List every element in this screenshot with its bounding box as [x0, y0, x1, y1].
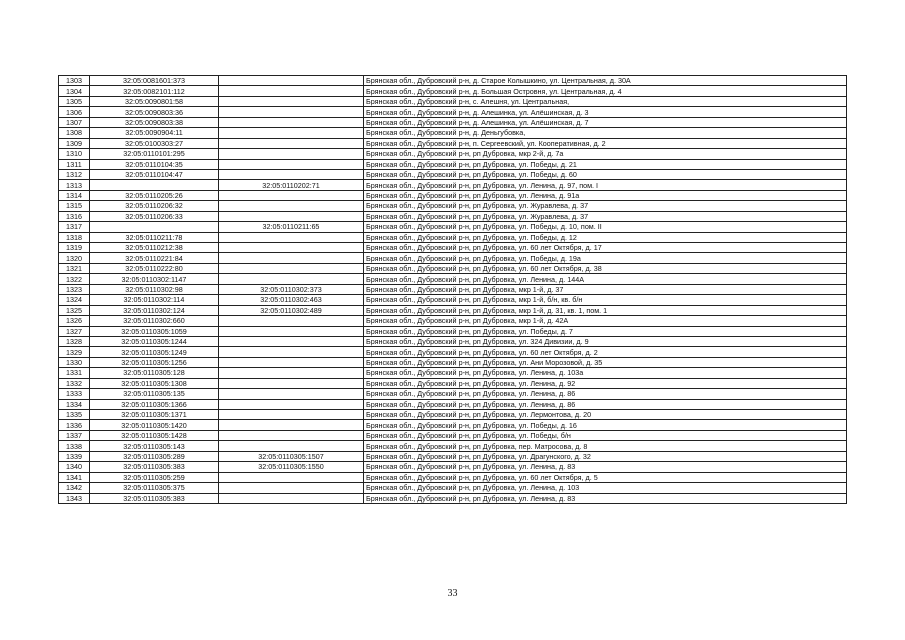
row-number-cell: 1326	[59, 316, 90, 326]
address-cell: Брянская обл., Дубровский р-н, рп Дубровка, ул. Ленина, д. 103а	[364, 368, 847, 378]
address-cell: Брянская обл., Дубровский р-н, рп Дубровка, мкр 1-й, д. 42А	[364, 316, 847, 326]
address-cell: Брянская обл., Дубровский р-н, рп Дубровка, ул. 324 Дивизии, д. 9	[364, 336, 847, 346]
row-number-cell: 1342	[59, 483, 90, 493]
row-number-cell: 1304	[59, 86, 90, 96]
address-cell: Брянская обл., Дубровский р-н, рп Дубровка, ул. Лермонтова, д. 20	[364, 410, 847, 420]
row-number-cell: 1317	[59, 222, 90, 232]
table-row	[59, 368, 847, 378]
cadastral-number-cell: 32:05:0090904:11	[90, 128, 219, 138]
address-cell: Брянская обл., Дубровский р-н, рп Дубровка, ул. Ленина, д. 91а	[364, 190, 847, 200]
object-cadastral-number-cell	[219, 368, 364, 378]
cadastral-number-cell: 32:05:0110302:114	[90, 295, 219, 305]
object-cadastral-number-cell	[219, 159, 364, 169]
cadastral-number-cell: 32:05:0110302:124	[90, 305, 219, 315]
object-cadastral-number-cell	[219, 378, 364, 388]
address-cell: Брянская обл., Дубровский р-н, рп Дубровка, ул. Ленина, д. 83	[364, 493, 847, 503]
table-row	[59, 389, 847, 399]
row-number-cell: 1336	[59, 420, 90, 430]
row-number-cell: 1330	[59, 357, 90, 367]
row-number-cell: 1331	[59, 368, 90, 378]
table-row	[59, 336, 847, 346]
row-number-cell: 1316	[59, 211, 90, 221]
address-cell: Брянская обл., Дубровский р-н, д. Алешинка, ул. Алёшинская, д. 7	[364, 117, 847, 127]
table-row	[59, 86, 847, 96]
table-row	[59, 410, 847, 420]
address-cell: Брянская обл., Дубровский р-н, рп Дубровка, ул. Ани Морозовой, д. 35	[364, 357, 847, 367]
table-row	[59, 462, 847, 472]
object-cadastral-number-cell	[219, 483, 364, 493]
row-number-cell: 1328	[59, 336, 90, 346]
table-row	[59, 149, 847, 159]
object-cadastral-number-cell	[219, 138, 364, 148]
object-cadastral-number-cell	[219, 86, 364, 96]
address-cell: Брянская обл., Дубровский р-н, рп Дубровка, ул. Драгунского, д. 32	[364, 451, 847, 461]
object-cadastral-number-cell	[219, 357, 364, 367]
object-cadastral-number-cell	[219, 117, 364, 127]
address-cell: Брянская обл., Дубровский р-н, рп Дубровка, ул. Победы, д. 21	[364, 159, 847, 169]
row-number-cell: 1322	[59, 274, 90, 284]
object-cadastral-number-cell	[219, 399, 364, 409]
table-row	[59, 201, 847, 211]
object-cadastral-number-cell	[219, 76, 364, 86]
cadastral-number-cell: 32:05:0110104:35	[90, 159, 219, 169]
address-cell: Брянская обл., Дубровский р-н, рп Дубровка, ул. Победы, д. 60	[364, 169, 847, 179]
address-cell: Брянская обл., Дубровский р-н, д. Алешинка, ул. Алёшинская, д. 3	[364, 107, 847, 117]
address-cell: Брянская обл., Дубровский р-н, рп Дубровка, ул. 60 лет Октября, д. 17	[364, 243, 847, 253]
object-cadastral-number-cell	[219, 128, 364, 138]
address-cell: Брянская обл., Дубровский р-н, д. Старое Колышкино, ул. Центральная, д. 30А	[364, 76, 847, 86]
row-number-cell: 1334	[59, 399, 90, 409]
cadastral-number-cell: 32:05:0110305:259	[90, 472, 219, 482]
table-row	[59, 430, 847, 440]
address-cell: Брянская обл., Дубровский р-н, рп Дубровка, ул. Журавлева, д. 37	[364, 201, 847, 211]
object-cadastral-number-cell	[219, 493, 364, 503]
row-number-cell: 1335	[59, 410, 90, 420]
table-row	[59, 253, 847, 263]
object-cadastral-number-cell	[219, 190, 364, 200]
table-row	[59, 96, 847, 106]
object-cadastral-number-cell	[219, 274, 364, 284]
address-cell: Брянская обл., Дубровский р-н, рп Дубровка, ул. 60 лет Октября, д. 2	[364, 347, 847, 357]
object-cadastral-number-cell	[219, 107, 364, 117]
row-number-cell: 1325	[59, 305, 90, 315]
cadastral-number-cell: 32:05:0110302:1147	[90, 274, 219, 284]
row-number-cell: 1343	[59, 493, 90, 503]
row-number-cell: 1308	[59, 128, 90, 138]
cadastral-number-cell: 32:05:0110305:1308	[90, 378, 219, 388]
object-cadastral-number-cell	[219, 430, 364, 440]
object-cadastral-number-cell	[219, 211, 364, 221]
row-number-cell: 1320	[59, 253, 90, 263]
row-number-cell: 1339	[59, 451, 90, 461]
cadastral-number-cell: 32:05:0110305:135	[90, 389, 219, 399]
row-number-cell: 1341	[59, 472, 90, 482]
cadastral-number-cell: 32:05:0110305:383	[90, 493, 219, 503]
object-cadastral-number-cell	[219, 201, 364, 211]
cadastral-number-cell: 32:05:0110221:84	[90, 253, 219, 263]
table-row	[59, 378, 847, 388]
object-cadastral-number-cell	[219, 149, 364, 159]
row-number-cell: 1319	[59, 243, 90, 253]
table-row	[59, 441, 847, 451]
cadastral-number-cell: 32:05:0090803:38	[90, 117, 219, 127]
object-cadastral-number-cell	[219, 420, 364, 430]
address-cell: Брянская обл., Дубровский р-н, с. Алешня, ул. Центральная,	[364, 96, 847, 106]
address-cell: Брянская обл., Дубровский р-н, рп Дубровка, ул. Ленина, д. 86	[364, 389, 847, 399]
table-body	[59, 76, 847, 504]
object-cadastral-number-cell: 32:05:0110302:463	[219, 295, 364, 305]
object-cadastral-number-cell	[219, 472, 364, 482]
cadastral-number-cell: 32:05:0110305:1244	[90, 336, 219, 346]
row-number-cell: 1315	[59, 201, 90, 211]
address-cell: Брянская обл., Дубровский р-н, рп Дубровка, мкр 1-й, б/н, кв. б/н	[364, 295, 847, 305]
table-row	[59, 295, 847, 305]
page-number: 33	[447, 588, 458, 599]
object-cadastral-number-cell	[219, 389, 364, 399]
table-row	[59, 222, 847, 232]
table-row	[59, 274, 847, 284]
row-number-cell: 1337	[59, 430, 90, 440]
table-row	[59, 357, 847, 367]
cadastral-number-cell: 32:05:0110211:78	[90, 232, 219, 242]
cadastral-number-cell: 32:05:0110104:47	[90, 169, 219, 179]
table-row	[59, 117, 847, 127]
table-row	[59, 326, 847, 336]
table-row	[59, 420, 847, 430]
cadastral-number-cell: 32:05:0110101:295	[90, 149, 219, 159]
address-cell: Брянская обл., Дубровский р-н, рп Дубровка, ул. Ленина, д. 97, пом. I	[364, 180, 847, 190]
table-row	[59, 128, 847, 138]
cadastral-number-cell: 32:05:0110305:1059	[90, 326, 219, 336]
address-cell: Брянская обл., Дубровский р-н, рп Дубровка, пер. Матросова, д. 8	[364, 441, 847, 451]
row-number-cell: 1329	[59, 347, 90, 357]
cadastral-number-cell: 32:05:0110305:1371	[90, 410, 219, 420]
cadastral-number-cell: 32:05:0090803:36	[90, 107, 219, 117]
object-cadastral-number-cell: 32:05:0110305:1550	[219, 462, 364, 472]
cadastral-number-cell: 32:05:0110206:32	[90, 201, 219, 211]
table-row	[59, 107, 847, 117]
table-row	[59, 263, 847, 273]
cadastral-number-cell: 32:05:0110302:98	[90, 284, 219, 294]
row-number-cell: 1303	[59, 76, 90, 86]
row-number-cell: 1309	[59, 138, 90, 148]
object-cadastral-number-cell	[219, 232, 364, 242]
address-cell: Брянская обл., Дубровский р-н, рп Дубровка, ул. Журавлева, д. 37	[364, 211, 847, 221]
cadastral-number-cell: 32:05:0090801:58	[90, 96, 219, 106]
object-cadastral-number-cell: 32:05:0110302:373	[219, 284, 364, 294]
object-cadastral-number-cell: 32:05:0110302:489	[219, 305, 364, 315]
row-number-cell: 1314	[59, 190, 90, 200]
object-cadastral-number-cell	[219, 253, 364, 263]
table-row	[59, 316, 847, 326]
row-number-cell: 1305	[59, 96, 90, 106]
cadastral-number-cell: 32:05:0110305:1420	[90, 420, 219, 430]
table-row	[59, 305, 847, 315]
cadastral-number-cell: 32:05:0110222:80	[90, 263, 219, 273]
cadastral-number-cell: 32:05:0110305:289	[90, 451, 219, 461]
row-number-cell: 1310	[59, 149, 90, 159]
object-cadastral-number-cell	[219, 169, 364, 179]
cadastral-number-cell: 32:05:0110206:33	[90, 211, 219, 221]
row-number-cell: 1311	[59, 159, 90, 169]
row-number-cell: 1321	[59, 263, 90, 273]
address-cell: Брянская обл., Дубровский р-н, рп Дубровка, ул. Ленина, д. 144А	[364, 274, 847, 284]
cadastral-number-cell: 32:05:0110305:1366	[90, 399, 219, 409]
address-cell: Брянская обл., Дубровский р-н, рп Дубровка, ул. 60 лет Октября, д. 38	[364, 263, 847, 273]
object-cadastral-number-cell: 32:05:0110211:65	[219, 222, 364, 232]
address-cell: Брянская обл., Дубровский р-н, рп Дубровка, ул. Победы, д. 10, пом. II	[364, 222, 847, 232]
object-cadastral-number-cell	[219, 410, 364, 420]
address-cell: Брянская обл., Дубровский р-н, рп Дубровка, ул. Ленина, д. 83	[364, 462, 847, 472]
cadastral-number-cell: 32:05:0110305:375	[90, 483, 219, 493]
address-cell: Брянская обл., Дубровский р-н, рп Дубровка, ул. Победы, д. 7	[364, 326, 847, 336]
address-cell: Брянская обл., Дубровский р-н, рп Дубровка, ул. 60 лет Октября, д. 5	[364, 472, 847, 482]
table-row	[59, 483, 847, 493]
object-cadastral-number-cell	[219, 263, 364, 273]
table-row	[59, 347, 847, 357]
table-row	[59, 211, 847, 221]
cadastral-number-cell: 32:05:0081601:373	[90, 76, 219, 86]
cadastral-number-cell: 32:05:0110305:1249	[90, 347, 219, 357]
row-number-cell: 1338	[59, 441, 90, 451]
address-cell: Брянская обл., Дубровский р-н, рп Дубровка, мкр 2-й, д. 7а	[364, 149, 847, 159]
table-row	[59, 232, 847, 242]
cadastral-number-cell: 32:05:0110305:383	[90, 462, 219, 472]
table-row	[59, 138, 847, 148]
table-row	[59, 493, 847, 503]
table-row	[59, 190, 847, 200]
object-cadastral-number-cell	[219, 336, 364, 346]
cadastral-number-cell	[90, 222, 219, 232]
cadastral-number-cell: 32:05:0110305:1428	[90, 430, 219, 440]
object-cadastral-number-cell	[219, 441, 364, 451]
cadastral-number-cell: 32:05:0110305:143	[90, 441, 219, 451]
table-row	[59, 472, 847, 482]
cadastral-number-cell: 32:05:0110302:660	[90, 316, 219, 326]
table-row	[59, 243, 847, 253]
row-number-cell: 1318	[59, 232, 90, 242]
object-cadastral-number-cell	[219, 243, 364, 253]
row-number-cell: 1312	[59, 169, 90, 179]
property-register-table	[58, 75, 847, 504]
cadastral-number-cell: 32:05:0100303:27	[90, 138, 219, 148]
object-cadastral-number-cell	[219, 347, 364, 357]
table-row	[59, 169, 847, 179]
object-cadastral-number-cell	[219, 316, 364, 326]
row-number-cell: 1306	[59, 107, 90, 117]
address-cell: Брянская обл., Дубровский р-н, рп Дубровка, ул. Победы, д. 19а	[364, 253, 847, 263]
object-cadastral-number-cell: 32:05:0110202:71	[219, 180, 364, 190]
address-cell: Брянская обл., Дубровский р-н, рп Дубровка, ул. Ленина, д. 86	[364, 399, 847, 409]
cadastral-number-cell: 32:05:0082101:112	[90, 86, 219, 96]
row-number-cell: 1307	[59, 117, 90, 127]
row-number-cell: 1333	[59, 389, 90, 399]
address-cell: Брянская обл., Дубровский р-н, п. Сергеевский, ул. Кооперативная, д. 2	[364, 138, 847, 148]
cadastral-number-cell: 32:05:0110305:1256	[90, 357, 219, 367]
address-cell: Брянская обл., Дубровский р-н, д. Большая Островня, ул. Центральная, д. 4	[364, 86, 847, 96]
object-cadastral-number-cell	[219, 326, 364, 336]
table-row	[59, 76, 847, 86]
cadastral-number-cell	[90, 180, 219, 190]
table-row	[59, 399, 847, 409]
row-number-cell: 1323	[59, 284, 90, 294]
row-number-cell: 1327	[59, 326, 90, 336]
address-cell: Брянская обл., Дубровский р-н, рп Дубровка, мкр 1-й, д. 31, кв. 1, пом. 1	[364, 305, 847, 315]
cadastral-number-cell: 32:05:0110212:38	[90, 243, 219, 253]
object-cadastral-number-cell: 32:05:0110305:1507	[219, 451, 364, 461]
row-number-cell: 1324	[59, 295, 90, 305]
address-cell: Брянская обл., Дубровский р-н, рп Дубровка, ул. Победы, д. 12	[364, 232, 847, 242]
address-cell: Брянская обл., Дубровский р-н, рп Дубровка, ул. Ленина, д. 92	[364, 378, 847, 388]
row-number-cell: 1332	[59, 378, 90, 388]
address-cell: Брянская обл., Дубровский р-н, рп Дубровка, ул. Ленина, д. 103	[364, 483, 847, 493]
address-cell: Брянская обл., Дубровский р-н, рп Дубровка, ул. Победы, б/н	[364, 430, 847, 440]
table-row	[59, 159, 847, 169]
object-cadastral-number-cell	[219, 96, 364, 106]
table-row	[59, 284, 847, 294]
row-number-cell: 1340	[59, 462, 90, 472]
address-cell: Брянская обл., Дубровский р-н, рп Дубровка, ул. Победы, д. 16	[364, 420, 847, 430]
table-row	[59, 180, 847, 190]
cadastral-number-cell: 32:05:0110205:26	[90, 190, 219, 200]
cadastral-number-cell: 32:05:0110305:128	[90, 368, 219, 378]
table-row	[59, 451, 847, 461]
address-cell: Брянская обл., Дубровский р-н, д. Деньгубовка,	[364, 128, 847, 138]
address-cell: Брянская обл., Дубровский р-н, рп Дубровка, мкр 1-й, д. 37	[364, 284, 847, 294]
row-number-cell: 1313	[59, 180, 90, 190]
